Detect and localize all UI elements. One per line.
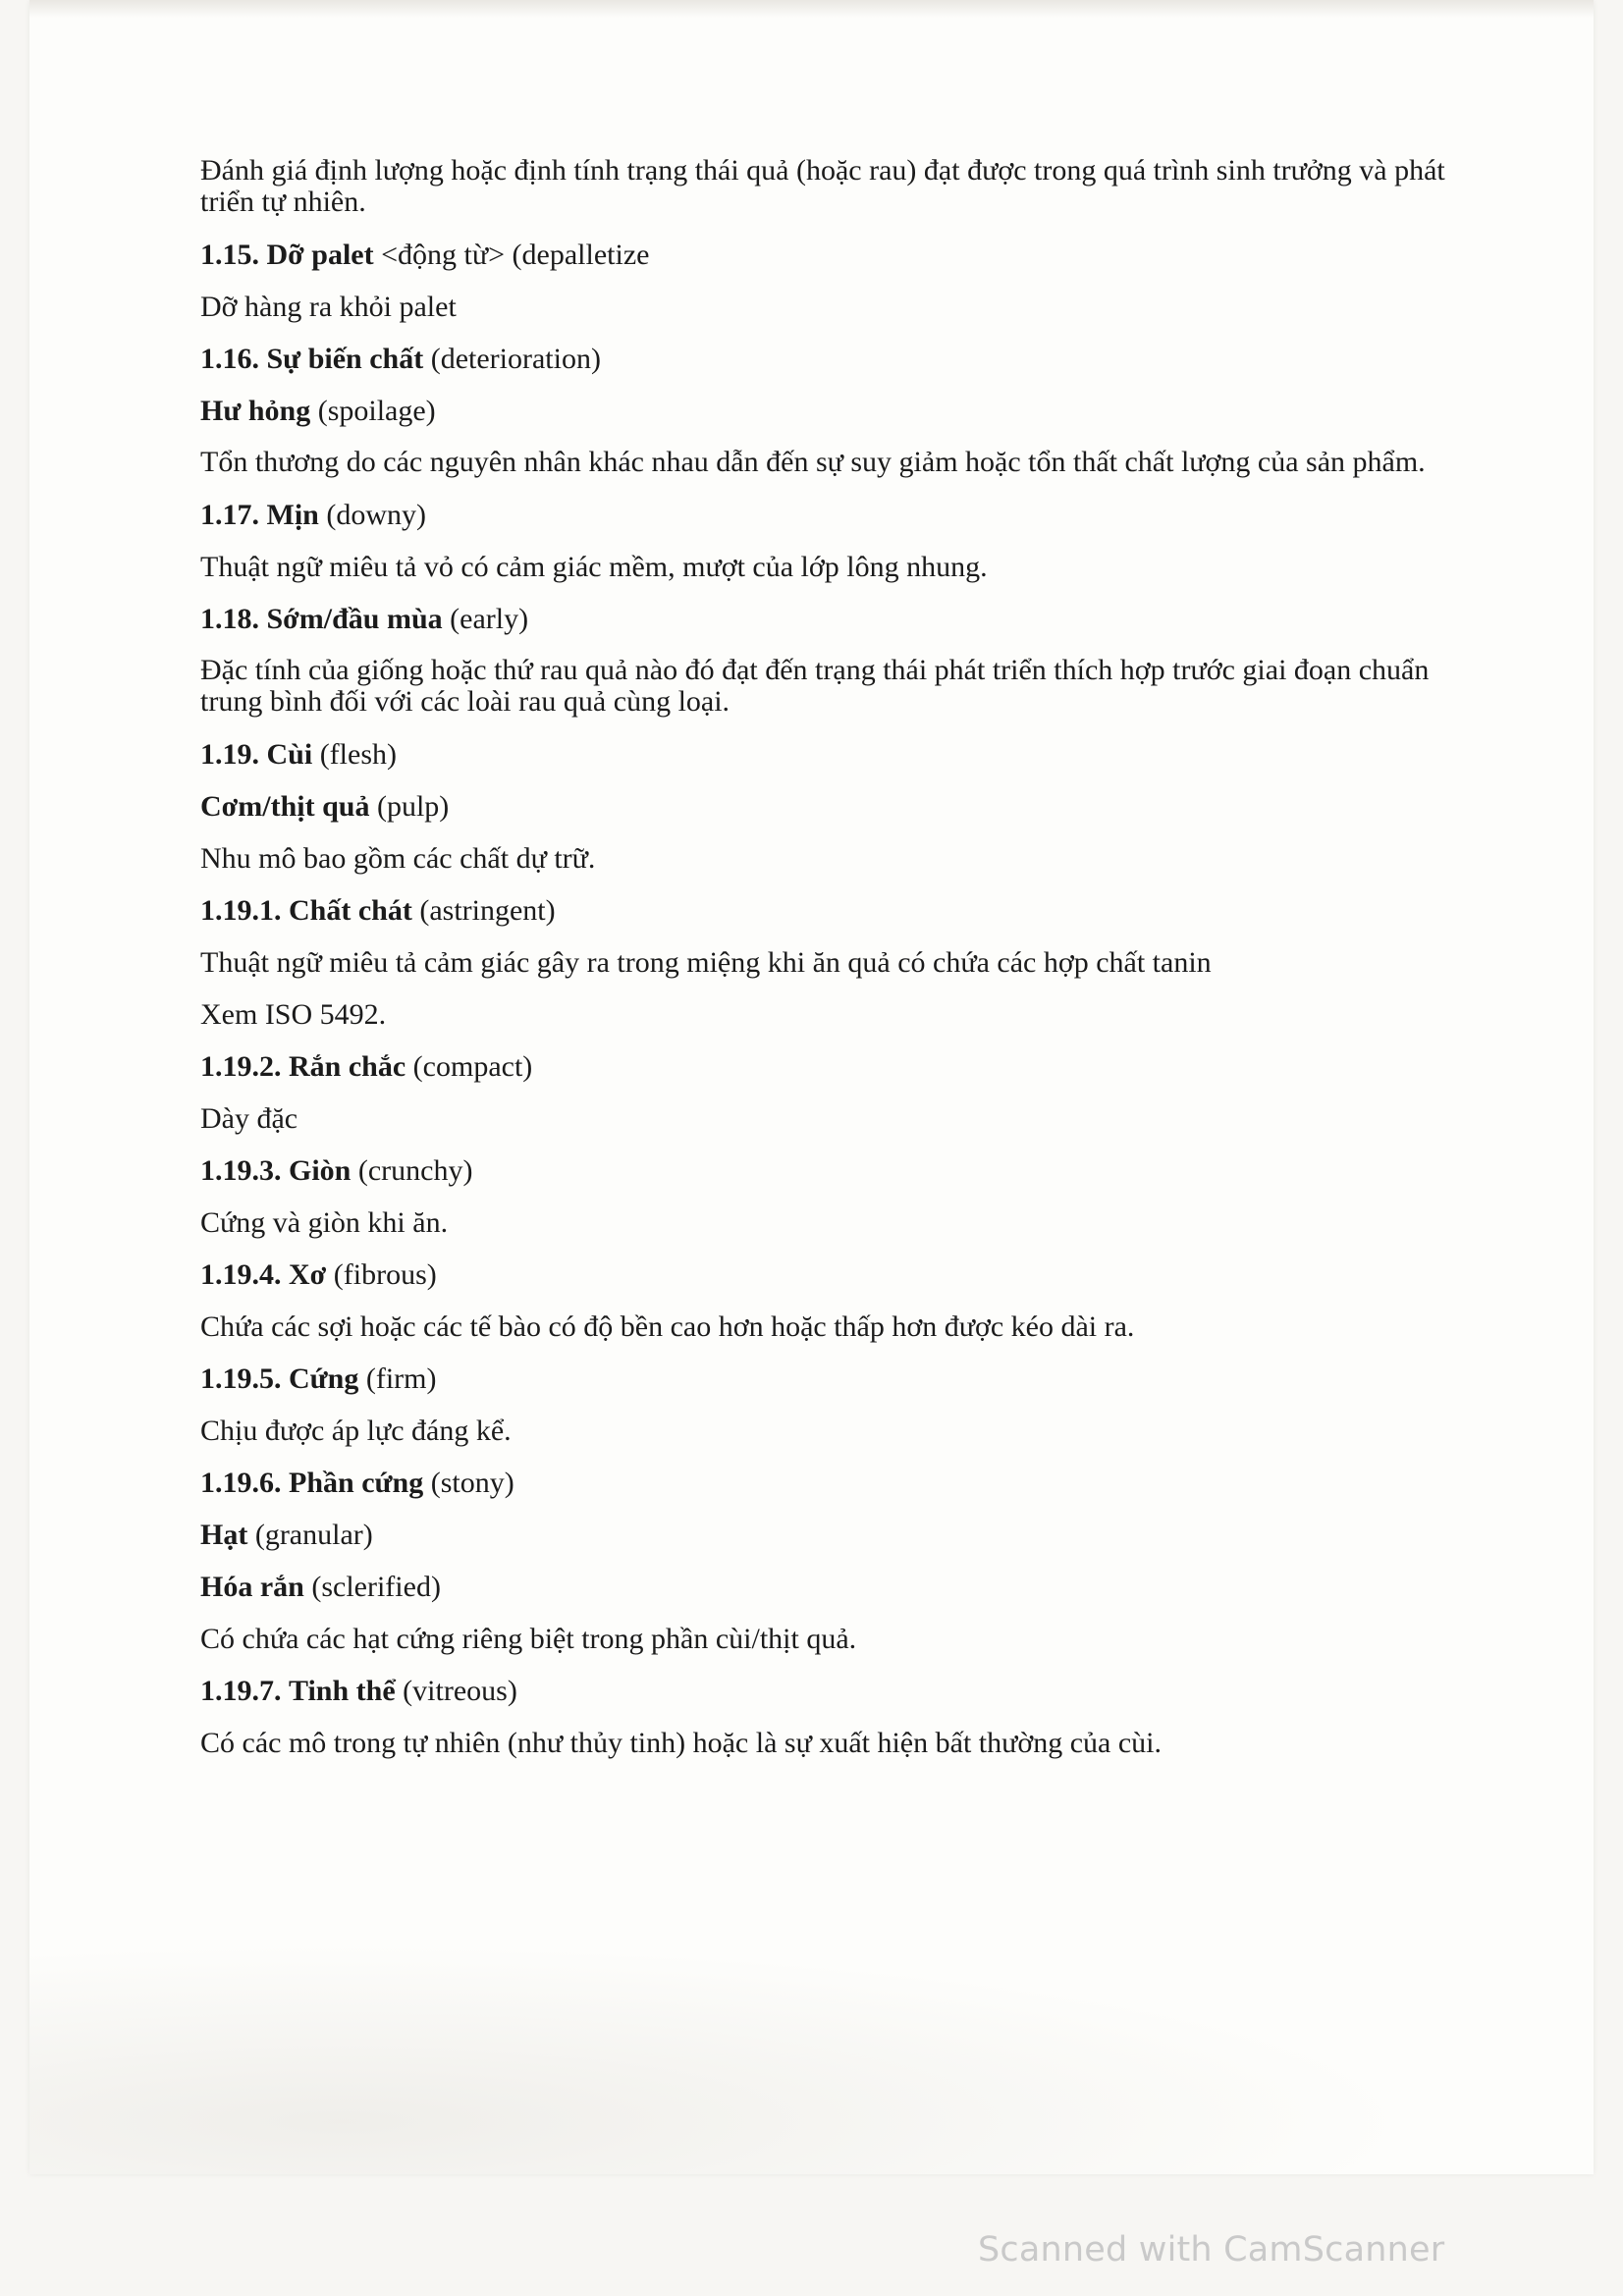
heading-1-19-6 xyxy=(200,1457,1467,1509)
heading-1-15 xyxy=(200,229,1467,281)
term-english: (early) xyxy=(442,603,529,635)
definition-1-19-3: Cứng và giòn khi ăn. xyxy=(200,1206,449,1239)
term-english: (firm) xyxy=(358,1362,437,1395)
term-english: (compact) xyxy=(406,1050,533,1083)
definition-1-19-6: Có chứa các hạt cứng riêng biệt trong phần cùi/thịt quả. xyxy=(200,1623,857,1655)
synonym-english: (pulp) xyxy=(369,790,450,823)
definition-1-17: Thuật ngữ miêu tả vỏ có cảm giác mềm, mượt của lớp lông nhung. xyxy=(200,551,988,583)
intro-paragraph: Đánh giá định lượng hoặc định tính trạng thái quả (hoặc rau) đạt được trong quá trình sinh trưởng và phát triển tự nhiên. xyxy=(200,154,1445,218)
synonym-name: Hạt xyxy=(200,1519,248,1551)
term-name: Xơ xyxy=(289,1258,327,1291)
term-name: Cùi xyxy=(266,738,313,771)
term-english: (astringent) xyxy=(411,894,556,927)
term-english: (flesh) xyxy=(312,738,397,771)
synonym-name: Hóa rắn xyxy=(200,1571,304,1603)
definition-1-19-5: Chịu được áp lực đáng kể. xyxy=(200,1415,512,1447)
document-body xyxy=(200,145,1467,1769)
term-number: 1.15. xyxy=(200,239,259,271)
definition-1-19-1: Thuật ngữ miêu tả cảm giác gây ra trong miệng khi ăn quả có chứa các hợp chất tanin xyxy=(200,946,1212,979)
term-name: Tinh thể xyxy=(289,1675,396,1707)
heading-1-17 xyxy=(200,489,1467,541)
definition-1-15: Dỡ hàng ra khỏi palet xyxy=(200,291,457,323)
term-number: 1.19.2. xyxy=(200,1050,282,1083)
term-number: 1.19.4. xyxy=(200,1258,282,1291)
definition-1-19-7: Có các mô trong tự nhiên (như thủy tinh) hoặc là sự xuất hiện bất thường của cùi. xyxy=(200,1727,1163,1759)
term-number: 1.16. xyxy=(200,343,259,375)
term-name: Cứng xyxy=(289,1362,359,1395)
synonym-1-19 xyxy=(200,780,1467,832)
synonym-english: (granular) xyxy=(247,1519,373,1551)
synonym-1-19-6-granular xyxy=(200,1509,1467,1561)
definition-1-19: Nhu mô bao gồm các chất dự trữ. xyxy=(200,842,596,875)
definition-1-19-2: Dày đặc xyxy=(200,1102,298,1135)
heading-1-19-7 xyxy=(200,1665,1467,1717)
page-top-edge xyxy=(29,0,1594,18)
definition-1-16: Tổn thương do các nguyên nhân khác nhau dẫn đến sự suy giảm hoặc tổn thất chất lượng của sản phẩm. xyxy=(200,446,1426,478)
term-name: Giòn xyxy=(289,1154,352,1187)
term-english: (fibrous) xyxy=(326,1258,437,1291)
heading-1-19-1 xyxy=(200,884,1467,936)
heading-1-16 xyxy=(200,333,1467,385)
synonym-1-16 xyxy=(200,385,1467,437)
scan-grain xyxy=(29,1914,1594,2174)
term-english: (downy) xyxy=(318,499,426,531)
term-name: Sớm/đầu mùa xyxy=(266,603,443,635)
term-number: 1.19.1. xyxy=(200,894,282,927)
term-english: (crunchy) xyxy=(351,1154,473,1187)
heading-1-19-3 xyxy=(200,1145,1467,1197)
term-name: Sự biến chất xyxy=(266,343,424,375)
term-english: (deterioration) xyxy=(423,343,601,375)
synonym-name: Cơm/thịt quả xyxy=(200,790,370,823)
heading-1-18 xyxy=(200,593,1467,645)
term-number: 1.19.7. xyxy=(200,1675,282,1707)
camscanner-watermark: Scanned with CamScanner xyxy=(978,2230,1445,2269)
term-english: <động từ> (depalletize xyxy=(373,239,650,271)
term-number: 1.19.6. xyxy=(200,1467,282,1499)
synonym-english: (sclerified) xyxy=(303,1571,441,1603)
term-number: 1.19.3. xyxy=(200,1154,282,1187)
synonym-english: (spoilage) xyxy=(310,395,436,427)
synonym-name: Hư hỏng xyxy=(200,395,311,427)
heading-1-19-4 xyxy=(200,1249,1467,1301)
reference-1-19-1: Xem ISO 5492. xyxy=(200,998,387,1031)
term-name: Mịn xyxy=(266,499,319,531)
term-english: (stony) xyxy=(423,1467,514,1499)
synonym-1-19-6-sclerified xyxy=(200,1561,1467,1613)
heading-1-19-2 xyxy=(200,1041,1467,1093)
term-name: Dỡ palet xyxy=(266,239,374,271)
heading-1-19 xyxy=(200,728,1467,780)
term-number: 1.19.5. xyxy=(200,1362,282,1395)
term-number: 1.18. xyxy=(200,603,259,635)
term-name: Phần cứng xyxy=(289,1467,424,1499)
term-name: Chất chát xyxy=(289,894,412,927)
definition-1-18: Đặc tính của giống hoặc thứ rau quả nào đó đạt đến trạng thái phát triển thích hợp trước giai đoạn chuẩn trung bình đối với các loài rau quả cùng loại. xyxy=(200,654,1430,718)
term-english: (vitreous) xyxy=(395,1675,517,1707)
term-name: Rắn chắc xyxy=(289,1050,406,1083)
heading-1-19-5 xyxy=(200,1353,1467,1405)
term-number: 1.19. xyxy=(200,738,259,771)
term-number: 1.17. xyxy=(200,499,259,531)
definition-1-19-4: Chứa các sợi hoặc các tế bào có độ bền cao hơn hoặc thấp hơn được kéo dài ra. xyxy=(200,1310,1135,1343)
